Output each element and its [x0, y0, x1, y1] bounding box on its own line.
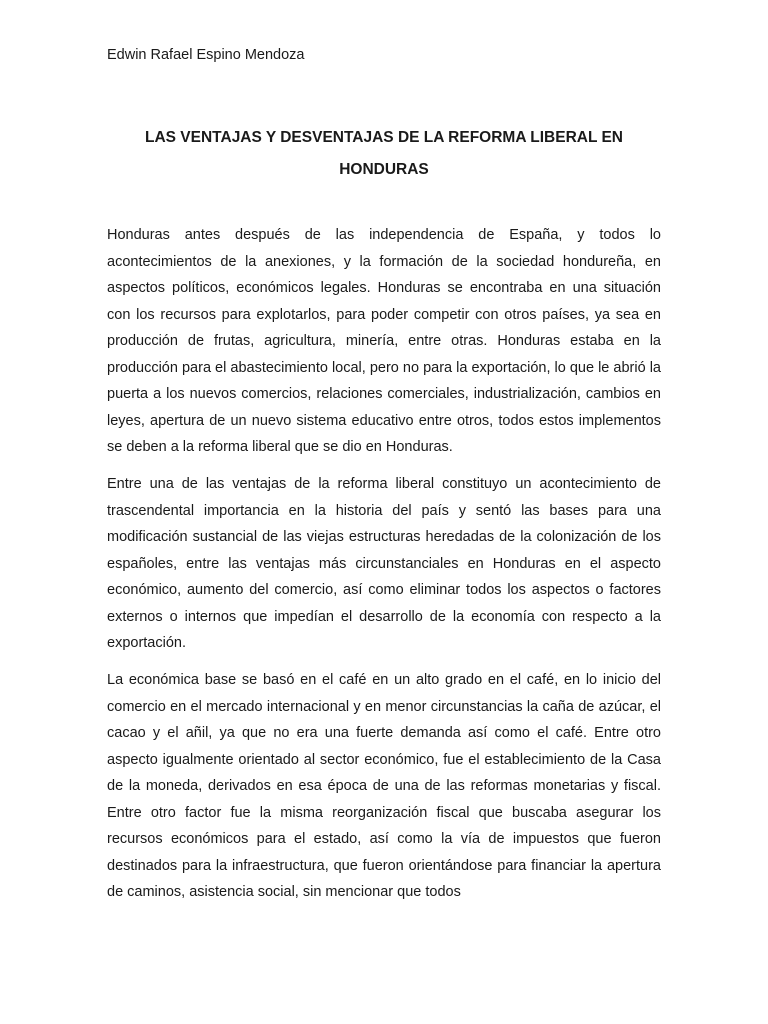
document-title [100, 122, 668, 186]
paragraph-1: Honduras antes después de las independencia de España, y todos lo acontecimientos de la anexiones, y la formación de la sociedad hondureña, en aspectos políticos, económicos legales. Honduras se encontraba en una situación con los recursos para explotarlos, para poder competir con otros países, ya sea en producción de frutas, agricultura, minería, entre otras. Honduras estaba en la producción para el abastecimiento local, pero no para la exportación, lo que le abrió la puerta a los nuevos comercios, relaciones comerciales, industrialización, cambios en leyes, apertura de un nuevo sistema educativo entre otros, todos estos implementos se deben a la reforma liberal que se dio en Honduras. [107, 227, 661, 455]
title-line-1: LAS VENTAJAS Y DESVENTAJAS DE LA REFORMA LIBERAL EN [145, 129, 623, 146]
paragraph-3: La económica base se basó en el café en un alto grado en el café, en lo inicio del comercio en el mercado internacional y en menor circunstancias la caña de azúcar, el cacao y el añil, ya que no era una fuerte demanda así como el café. Entre otro aspecto igualmente orientado al sector económico, fue el establecimiento de la Casa de la moneda, derivados en esa época de una de las reformas monetarias y fiscal. Entre otro factor fue la misma reorganización fiscal que buscaba asegurar los recursos económicos para el estado, así como la vía de impuestos que fueron destinados para la infraestructura, que fueron orientándose para financiar la apertura de caminos, asistencia social, sin mencionar que todos [107, 672, 661, 901]
author-name: Edwin Rafael Espino Mendoza [107, 47, 305, 63]
title-line-2: HONDURAS [339, 161, 429, 178]
paragraph-2: Entre una de las ventajas de la reforma liberal constituyo un acontecimiento de trascendental importancia en la historia del país y sentó las bases para una modificación sustancial de las viejas estructuras heredadas de la colonización de los españoles, entre las ventajas más circunstanciales en Honduras en el aspecto económico, aumento del comercio, así como eliminar todos los aspectos o factores externos o internos que impedían el desarrollo de la economía con respecto a la exportación. [107, 476, 661, 652]
document-body [107, 222, 661, 916]
